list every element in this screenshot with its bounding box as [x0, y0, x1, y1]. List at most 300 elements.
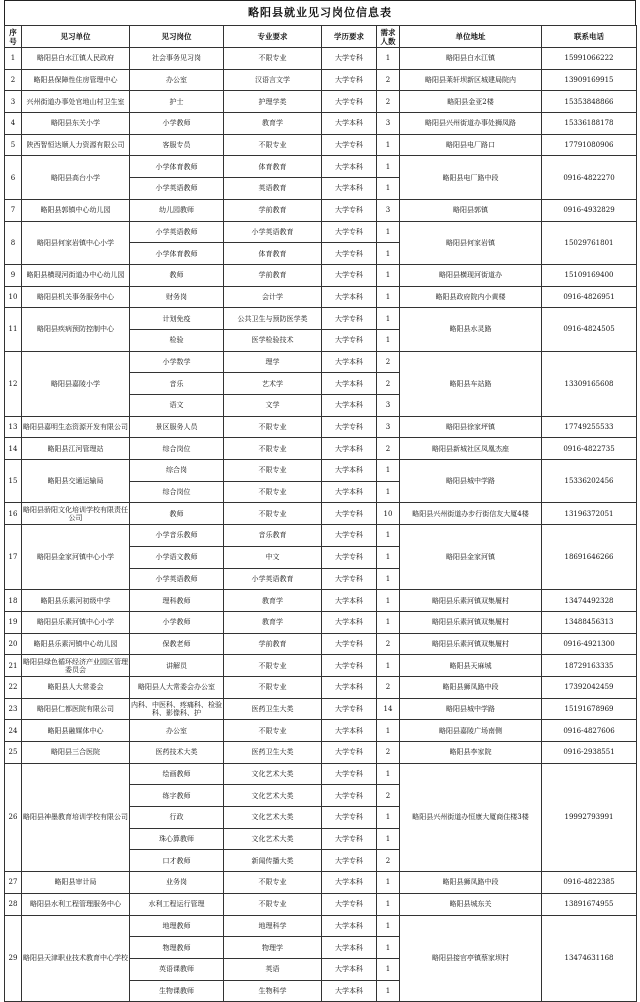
education-requirement: 大学专科 [322, 763, 377, 785]
unit-name: 略阳县三合医院 [22, 742, 130, 764]
table-body [5, 48, 637, 1002]
education-requirement: 大学本科 [322, 156, 377, 178]
unit-address: 略阳县新城社区凤凰杰座 [400, 438, 542, 460]
headcount: 1 [377, 655, 400, 677]
table-row [5, 264, 637, 286]
position-name: 医药技术大类 [130, 742, 224, 764]
headcount: 1 [377, 286, 400, 308]
table-row [5, 633, 637, 655]
major-requirement: 汉语言文学 [224, 69, 322, 91]
contact-phone: 13891674955 [542, 893, 637, 915]
major-requirement: 不限专业 [224, 720, 322, 742]
education-requirement: 大学本科 [322, 373, 377, 395]
unit-name: 略阳县乐素河镇中心小学 [22, 611, 130, 633]
major-requirement: 医学检验技术 [224, 329, 322, 351]
position-name: 地理教师 [130, 915, 224, 937]
unit-name: 陕西智恒达顺人力资源有限公司 [22, 134, 130, 156]
major-requirement: 小学英语教育 [224, 568, 322, 590]
unit-address: 略阳县嘉陵广场南侧 [400, 720, 542, 742]
education-requirement: 大学专科 [322, 546, 377, 568]
education-requirement: 大学专科 [322, 785, 377, 807]
unit-name: 略阳县神墨教育培训学校有限公司 [22, 763, 130, 871]
headcount: 1 [377, 221, 400, 243]
row-number: 21 [5, 655, 22, 677]
major-requirement: 学前教育 [224, 633, 322, 655]
major-requirement: 理学 [224, 351, 322, 373]
table-row [5, 48, 637, 70]
table-row [5, 308, 637, 330]
major-requirement: 医药卫生大类 [224, 698, 322, 720]
unit-address: 略阳县城中学路 [400, 698, 542, 720]
major-requirement: 学前教育 [224, 264, 322, 286]
contact-phone: 13488456313 [542, 611, 637, 633]
unit-name: 略阳县乐素河初级中学 [22, 590, 130, 612]
row-number: 8 [5, 221, 22, 264]
unit-name: 略阳县横现河街道办中心幼儿园 [22, 264, 130, 286]
major-requirement: 艺术学 [224, 373, 322, 395]
header-major: 专业要求 [224, 26, 322, 48]
table-row [5, 438, 637, 460]
unit-address: 略阳县郭镇 [400, 199, 542, 221]
table-row [5, 698, 637, 720]
education-requirement: 大学本科 [322, 872, 377, 894]
headcount: 1 [377, 178, 400, 200]
row-number: 16 [5, 503, 22, 525]
position-name: 英语课教师 [130, 958, 224, 980]
position-name: 口才教师 [130, 850, 224, 872]
header-row [5, 26, 637, 48]
headcount: 1 [377, 308, 400, 330]
education-requirement: 大学专科 [322, 221, 377, 243]
contact-phone: 15109169400 [542, 264, 637, 286]
education-requirement: 大学本科 [322, 980, 377, 1002]
unit-name: 略阳县何家岩镇中心小学 [22, 221, 130, 264]
contact-phone: 0916-4921300 [542, 633, 637, 655]
unit-name: 略阳县绿色循环经济产业园区管理委员会 [22, 655, 130, 677]
unit-address: 略阳县李家院 [400, 742, 542, 764]
major-requirement: 不限专业 [224, 503, 322, 525]
education-requirement: 大学本科 [322, 676, 377, 698]
position-name: 水利工程运行管理 [130, 893, 224, 915]
headcount: 2 [377, 351, 400, 373]
headcount: 1 [377, 546, 400, 568]
education-requirement: 大学专科 [322, 264, 377, 286]
major-requirement: 小学英语教育 [224, 221, 322, 243]
unit-address: 略阳县天麻城 [400, 655, 542, 677]
unit-name: 略阳县交通运输局 [22, 460, 130, 503]
education-requirement: 大学本科 [322, 590, 377, 612]
position-name: 办公室 [130, 69, 224, 91]
education-requirement: 大学专科 [322, 69, 377, 91]
major-requirement: 不限专业 [224, 134, 322, 156]
major-requirement: 文化艺术大类 [224, 807, 322, 829]
position-name: 综合岗位 [130, 481, 224, 503]
table-row [5, 221, 637, 243]
education-requirement: 大学专科 [322, 91, 377, 113]
table-row [5, 113, 637, 135]
unit-name: 略阳县高台小学 [22, 156, 130, 199]
header-unit: 见习单位 [22, 26, 130, 48]
table-row [5, 134, 637, 156]
positions-table [4, 25, 637, 1002]
contact-phone: 0916-4822270 [542, 156, 637, 199]
table-row [5, 91, 637, 113]
major-requirement: 不限专业 [224, 481, 322, 503]
major-requirement: 不限专业 [224, 438, 322, 460]
headcount: 1 [377, 937, 400, 959]
headcount: 1 [377, 264, 400, 286]
row-number: 7 [5, 199, 22, 221]
table-row [5, 351, 637, 373]
unit-address: 略阳县兴州街道办恒康大厦商住楼3楼 [400, 763, 542, 871]
row-number: 27 [5, 872, 22, 894]
row-number: 9 [5, 264, 22, 286]
unit-name: 略阳县天津职业技术教育中心学校 [22, 915, 130, 1002]
major-requirement: 会计学 [224, 286, 322, 308]
contact-phone: 17791080906 [542, 134, 637, 156]
table-row [5, 590, 637, 612]
major-requirement: 不限专业 [224, 460, 322, 482]
table-row [5, 676, 637, 698]
position-name: 财务岗 [130, 286, 224, 308]
table-row [5, 156, 637, 178]
position-name: 理科教师 [130, 590, 224, 612]
unit-address: 略阳县兴州街道办事处狮凤路 [400, 113, 542, 135]
major-requirement: 中文 [224, 546, 322, 568]
row-number: 10 [5, 286, 22, 308]
table-row [5, 742, 637, 764]
contact-phone: 18691646266 [542, 525, 637, 590]
position-name: 小学教师 [130, 113, 224, 135]
major-requirement: 学前教育 [224, 199, 322, 221]
row-number: 12 [5, 351, 22, 416]
unit-name: 略阳县乐素河镇中心幼儿园 [22, 633, 130, 655]
unit-address: 略阳县城东关 [400, 893, 542, 915]
unit-address: 略阳县电厂路口 [400, 134, 542, 156]
header-address: 单位地址 [400, 26, 542, 48]
education-requirement: 大学本科 [322, 915, 377, 937]
headcount: 14 [377, 698, 400, 720]
unit-name: 略阳县人大常委会 [22, 676, 130, 698]
headcount: 1 [377, 156, 400, 178]
education-requirement: 大学专科 [322, 742, 377, 764]
major-requirement: 不限专业 [224, 48, 322, 70]
contact-phone: 13474492328 [542, 590, 637, 612]
headcount: 2 [377, 633, 400, 655]
major-requirement: 教育学 [224, 113, 322, 135]
position-name: 略阳县人大常委会办公室 [130, 676, 224, 698]
row-number: 14 [5, 438, 22, 460]
table-row [5, 286, 637, 308]
position-name: 小学英语教师 [130, 178, 224, 200]
headcount: 3 [377, 395, 400, 417]
header-count: 需求人数 [377, 26, 400, 48]
contact-phone: 13309165608 [542, 351, 637, 416]
position-name: 办公室 [130, 720, 224, 742]
table-row [5, 525, 637, 547]
headcount: 2 [377, 785, 400, 807]
education-requirement: 大学专科 [322, 893, 377, 915]
position-name: 小学音乐教师 [130, 525, 224, 547]
unit-address: 略阳县城中学路 [400, 460, 542, 503]
major-requirement: 体育教育 [224, 243, 322, 265]
headcount: 2 [377, 373, 400, 395]
unit-address: 略阳县何家岩镇 [400, 221, 542, 264]
position-name: 检验 [130, 329, 224, 351]
major-requirement: 不限专业 [224, 416, 322, 438]
contact-phone: 17392042459 [542, 676, 637, 698]
major-requirement: 不限专业 [224, 893, 322, 915]
table-row [5, 720, 637, 742]
unit-name: 略阳县融媒体中心 [22, 720, 130, 742]
row-number: 22 [5, 676, 22, 698]
header-education: 学历要求 [322, 26, 377, 48]
major-requirement: 英语教育 [224, 178, 322, 200]
unit-address: 略阳县莱轩坝新区城建局院内 [400, 69, 542, 91]
table-row [5, 915, 637, 937]
unit-name: 略阳县江河管理站 [22, 438, 130, 460]
contact-phone: 15191678969 [542, 698, 637, 720]
headcount: 1 [377, 763, 400, 785]
table-row [5, 199, 637, 221]
contact-phone: 0916-2938551 [542, 742, 637, 764]
headcount: 1 [377, 525, 400, 547]
position-name: 客服专员 [130, 134, 224, 156]
contact-phone: 15336202456 [542, 460, 637, 503]
education-requirement: 大学本科 [322, 286, 377, 308]
position-name: 练字教师 [130, 785, 224, 807]
position-name: 讲解员 [130, 655, 224, 677]
headcount: 1 [377, 243, 400, 265]
major-requirement: 不限专业 [224, 655, 322, 677]
row-number: 11 [5, 308, 22, 351]
education-requirement: 大学专科 [322, 243, 377, 265]
unit-address: 略阳县电厂路中段 [400, 156, 542, 199]
education-requirement: 大学本科 [322, 113, 377, 135]
unit-address: 略阳县车站路 [400, 351, 542, 416]
headcount: 2 [377, 438, 400, 460]
unit-address: 略阳县狮凤路中段 [400, 676, 542, 698]
major-requirement: 物理学 [224, 937, 322, 959]
contact-phone: 0916-4827606 [542, 720, 637, 742]
headcount: 10 [377, 503, 400, 525]
unit-name: 略阳县郭镇中心幼儿园 [22, 199, 130, 221]
education-requirement: 大学专科 [322, 329, 377, 351]
education-requirement: 大学专科 [322, 48, 377, 70]
table-row [5, 69, 637, 91]
unit-name: 略阳县审计局 [22, 872, 130, 894]
row-number: 15 [5, 460, 22, 503]
unit-address: 略阳县乐素河镇双集履村 [400, 590, 542, 612]
education-requirement: 大学专科 [322, 828, 377, 850]
unit-address: 略阳县水灵路 [400, 308, 542, 351]
education-requirement: 大学专科 [322, 850, 377, 872]
major-requirement: 文化艺术大类 [224, 828, 322, 850]
contact-phone: 0916-4824505 [542, 308, 637, 351]
position-name: 小学语文教师 [130, 546, 224, 568]
major-requirement: 护理学类 [224, 91, 322, 113]
contact-phone: 13909169915 [542, 69, 637, 91]
unit-name: 略阳县仁都医院有限公司 [22, 698, 130, 720]
table-row [5, 893, 637, 915]
headcount: 3 [377, 113, 400, 135]
unit-name: 略阳县水利工程管理服务中心 [22, 893, 130, 915]
unit-name: 略阳县骄阳文化培训学校有限责任公司 [22, 503, 130, 525]
education-requirement: 大学本科 [322, 460, 377, 482]
row-number: 13 [5, 416, 22, 438]
row-number: 1 [5, 48, 22, 70]
contact-phone: 15029761801 [542, 221, 637, 264]
contact-phone: 17749255533 [542, 416, 637, 438]
headcount: 2 [377, 69, 400, 91]
education-requirement: 大学专科 [322, 568, 377, 590]
unit-address: 略阳县乐素河镇双集履村 [400, 633, 542, 655]
education-requirement: 大学专科 [322, 655, 377, 677]
position-name: 小学体育教师 [130, 156, 224, 178]
headcount: 1 [377, 980, 400, 1002]
education-requirement: 大学本科 [322, 481, 377, 503]
contact-phone: 0916-4826951 [542, 286, 637, 308]
contact-phone: 0916-4822735 [542, 438, 637, 460]
major-requirement: 教育学 [224, 611, 322, 633]
unit-name: 略阳县东关小学 [22, 113, 130, 135]
sheet-title: 略阳县就业见习岗位信息表 [4, 0, 636, 25]
major-requirement: 教育学 [224, 590, 322, 612]
position-name: 小学英语教师 [130, 221, 224, 243]
headcount: 1 [377, 329, 400, 351]
header-no: 序号 [5, 26, 22, 48]
row-number: 18 [5, 590, 22, 612]
headcount: 1 [377, 893, 400, 915]
job-info-sheet [4, 0, 636, 1002]
education-requirement: 大学本科 [322, 395, 377, 417]
headcount: 1 [377, 720, 400, 742]
unit-name: 略阳县机关事务服务中心 [22, 286, 130, 308]
table-row [5, 763, 637, 785]
education-requirement: 大学本科 [322, 720, 377, 742]
education-requirement: 大学专科 [322, 416, 377, 438]
position-name: 小学教师 [130, 611, 224, 633]
unit-name: 兴州街道办事处官地山村卫生室 [22, 91, 130, 113]
contact-phone: 13196372051 [542, 503, 637, 525]
major-requirement: 音乐教育 [224, 525, 322, 547]
row-number: 4 [5, 113, 22, 135]
major-requirement: 不限专业 [224, 872, 322, 894]
row-number: 23 [5, 698, 22, 720]
major-requirement: 文化艺术大类 [224, 785, 322, 807]
row-number: 26 [5, 763, 22, 871]
unit-name: 略阳县金家河镇中心小学 [22, 525, 130, 590]
position-name: 幼儿园教师 [130, 199, 224, 221]
headcount: 1 [377, 481, 400, 503]
contact-phone: 18729163335 [542, 655, 637, 677]
unit-address: 略阳县徐家坪镇 [400, 416, 542, 438]
education-requirement: 大学专科 [322, 698, 377, 720]
contact-phone: 15991066222 [542, 48, 637, 70]
major-requirement: 公共卫生与预防医学类 [224, 308, 322, 330]
contact-phone: 15336188178 [542, 113, 637, 135]
position-name: 教师 [130, 264, 224, 286]
row-number: 29 [5, 915, 22, 1002]
position-name: 业务岗 [130, 872, 224, 894]
position-name: 珠心算教师 [130, 828, 224, 850]
position-name: 小学数学 [130, 351, 224, 373]
position-name: 行政 [130, 807, 224, 829]
education-requirement: 大学专科 [322, 633, 377, 655]
education-requirement: 大学本科 [322, 351, 377, 373]
headcount: 1 [377, 828, 400, 850]
table-row [5, 655, 637, 677]
headcount: 1 [377, 460, 400, 482]
headcount: 1 [377, 807, 400, 829]
unit-address: 略阳县兴州街道办步行街信友大厦4楼 [400, 503, 542, 525]
major-requirement: 医药卫生大类 [224, 742, 322, 764]
position-name: 教师 [130, 503, 224, 525]
education-requirement: 大学本科 [322, 178, 377, 200]
unit-address: 略阳县白水江镇 [400, 48, 542, 70]
unit-address: 略阳县狮凤路中段 [400, 872, 542, 894]
table-row [5, 460, 637, 482]
education-requirement: 大学专科 [322, 134, 377, 156]
position-name: 小学体育教师 [130, 243, 224, 265]
header-position: 见习岗位 [130, 26, 224, 48]
major-requirement: 不限专业 [224, 676, 322, 698]
education-requirement: 大学专科 [322, 503, 377, 525]
headcount: 1 [377, 48, 400, 70]
unit-address: 略阳县乐素河镇双集履村 [400, 611, 542, 633]
row-number: 19 [5, 611, 22, 633]
headcount: 1 [377, 872, 400, 894]
position-name: 景区服务人员 [130, 416, 224, 438]
row-number: 28 [5, 893, 22, 915]
row-number: 6 [5, 156, 22, 199]
headcount: 1 [377, 915, 400, 937]
row-number: 3 [5, 91, 22, 113]
headcount: 2 [377, 742, 400, 764]
major-requirement: 文学 [224, 395, 322, 417]
position-name: 综合岗位 [130, 438, 224, 460]
education-requirement: 大学专科 [322, 525, 377, 547]
education-requirement: 大学本科 [322, 611, 377, 633]
position-name: 生物课教师 [130, 980, 224, 1002]
contact-phone: 19992793991 [542, 763, 637, 871]
education-requirement: 大学专科 [322, 199, 377, 221]
position-name: 语文 [130, 395, 224, 417]
contact-phone: 0916-4932829 [542, 199, 637, 221]
position-name: 保教老师 [130, 633, 224, 655]
position-name: 绘画教师 [130, 763, 224, 785]
row-number: 2 [5, 69, 22, 91]
contact-phone: 15353848866 [542, 91, 637, 113]
headcount: 1 [377, 568, 400, 590]
major-requirement: 生物科学 [224, 980, 322, 1002]
headcount: 2 [377, 676, 400, 698]
position-name: 音乐 [130, 373, 224, 395]
unit-name: 略阳县嘉明生态资源开发有限公司 [22, 416, 130, 438]
contact-phone: 0916-4822385 [542, 872, 637, 894]
position-name: 物理教师 [130, 937, 224, 959]
headcount: 3 [377, 416, 400, 438]
header-phone: 联系电话 [542, 26, 637, 48]
row-number: 5 [5, 134, 22, 156]
unit-address: 略阳县横现河街道办 [400, 264, 542, 286]
education-requirement: 大学专科 [322, 308, 377, 330]
position-name: 计划免疫 [130, 308, 224, 330]
position-name: 社会事务见习岗 [130, 48, 224, 70]
table-row [5, 503, 637, 525]
major-requirement: 新闻传播大类 [224, 850, 322, 872]
headcount: 1 [377, 611, 400, 633]
